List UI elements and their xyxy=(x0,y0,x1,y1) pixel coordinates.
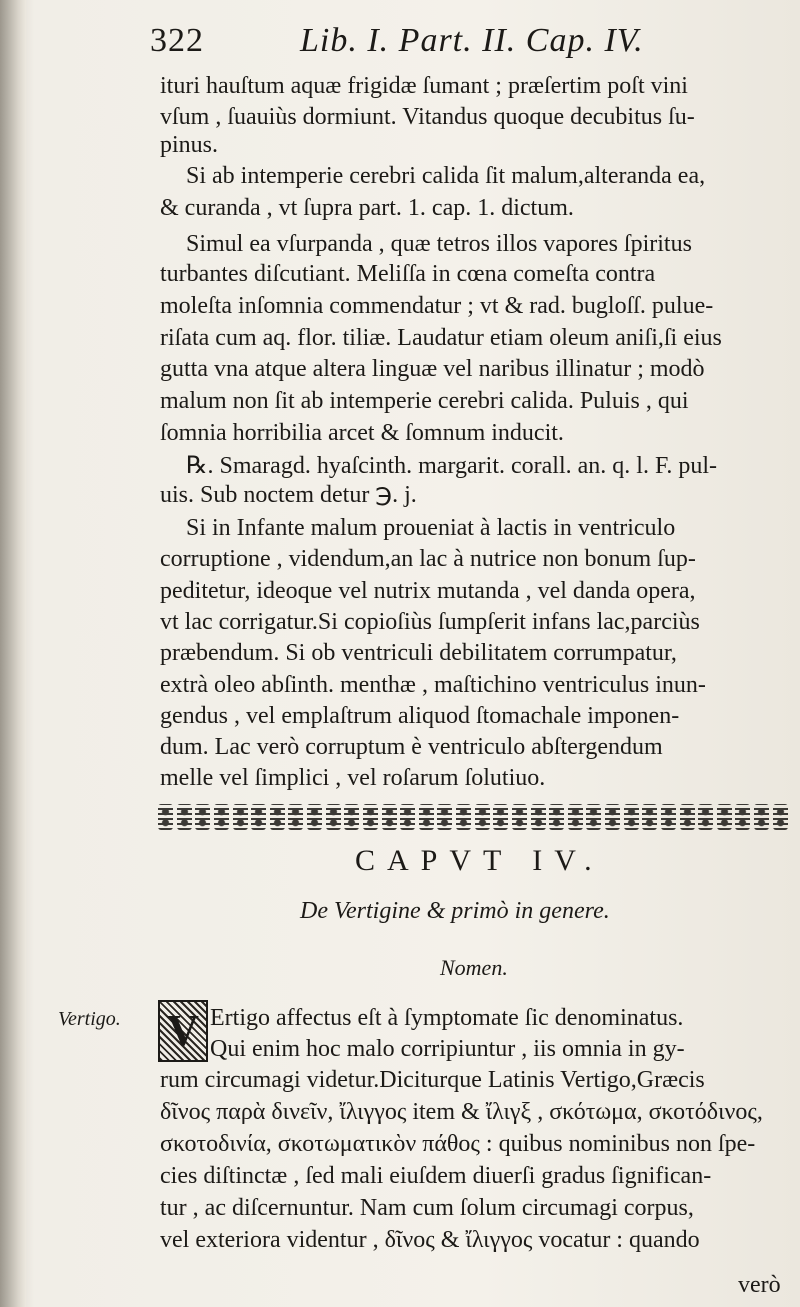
text-line: gutta vna atque altera linguæ vel naribus illinatur ; modò xyxy=(160,356,705,382)
text-line: malum non ſit ab intemperie cerebri calida. Puluis , qui xyxy=(160,388,689,414)
ornament-icon xyxy=(717,804,732,830)
text-line: ſomnia horribilia arcet & ſomnum inducit. xyxy=(160,420,564,446)
ornament-icon xyxy=(549,804,564,830)
text-line: turbantes diſcutiant. Meliſſa in cœna comeſta contra xyxy=(160,261,656,287)
ornament-icon xyxy=(493,804,508,830)
ornament-icon xyxy=(382,804,397,830)
prescription-line: ℞. Smaragd. hyaſcinth. margarit. corall. an. q. l. F. pul- xyxy=(186,453,718,479)
text-line: ituri hauſtum aquæ frigidæ ſumant ; præſertim poſt vini xyxy=(160,73,688,99)
text-line: tur , ac diſcernuntur. Nam cum ſolum circumagi corpus, xyxy=(160,1195,694,1221)
text-line: vt lac corrigatur.Si copioſiùs ſumpſerit infans lac,parciùs xyxy=(160,609,700,635)
ornament-icon xyxy=(288,804,303,830)
ornament-icon xyxy=(437,804,452,830)
ornament-icon xyxy=(475,804,490,830)
text-line: rum circumagi videtur.Diciturque Latinis Vertigo,Græcis xyxy=(160,1067,705,1093)
text-line: Si in Infante malum proueniat à lactis in ventriculo xyxy=(186,515,676,541)
ornament-icon xyxy=(754,804,769,830)
text-line: corruptione , videndum,an lac à nutrice non bonum ſup- xyxy=(160,546,696,572)
ornament-icon xyxy=(624,804,639,830)
ornament-icon xyxy=(307,804,322,830)
text-line: peditetur, ideoque vel nutrix mutanda , vel danda opera, xyxy=(160,578,696,604)
page-number: 322 xyxy=(150,22,204,59)
catchword: verò xyxy=(738,1272,781,1298)
text-line: moleſta inſomnia commendatur ; vt & rad. bugloſſ. pulue- xyxy=(160,293,714,319)
prescription-line: uis. Sub noctem detur ℈. j. xyxy=(160,482,417,508)
running-header xyxy=(150,22,790,68)
text-line: & curanda , vt ſupra part. 1. cap. 1. dictum. xyxy=(160,195,574,221)
greek-text-line: σκοτοδινία, σκοτωματικὸν πάθος : quibus nominibus non ſpe- xyxy=(160,1131,756,1157)
ornament-icon xyxy=(586,804,601,830)
ornament-icon xyxy=(158,804,173,830)
ornament-icon xyxy=(195,804,210,830)
text-line: dum. Lac verò corruptum è ventriculo abſtergendum xyxy=(160,734,663,760)
text-line: pinus. xyxy=(160,132,219,158)
chapter-heading: CAPVT IV. xyxy=(355,844,604,877)
chapter-subtitle: De Vertigine & primò in genere. xyxy=(300,898,610,924)
ornament-icon xyxy=(270,804,285,830)
text-line: cies diſtinctæ , ſed mali eiuſdem diuerſi gradus ſignifican- xyxy=(160,1163,712,1189)
margin-note: Vertigo. xyxy=(58,1008,121,1030)
ornament-icon xyxy=(773,804,788,830)
ornament-icon xyxy=(680,804,695,830)
greek-text-line: δῖνος παρὰ δινεῖν, ἴλιγγος item & ἴλιγξ , σκότωμα, σκοτόδινος, xyxy=(160,1099,763,1125)
ornament-icon xyxy=(531,804,546,830)
ornament-icon xyxy=(735,804,750,830)
ornament-icon xyxy=(568,804,583,830)
ornament-icon xyxy=(400,804,415,830)
text-line: extrà oleo abſinth. menthæ , maſtichino ventriculus inun- xyxy=(160,672,706,698)
ornament-icon xyxy=(642,804,657,830)
ornament-icon xyxy=(251,804,266,830)
text-line: Ertigo affectus eſt à ſymptomate ſic denominatus. xyxy=(210,1005,684,1031)
text-line: vel exteriora videntur , δῖνος & ἴλιγγος vocatur : quando xyxy=(160,1227,700,1253)
text-line: Qui enim hoc malo corripiuntur , iis omnia in gy- xyxy=(210,1036,685,1062)
ornament-icon xyxy=(214,804,229,830)
text-line: riſata cum aq. flor. tiliæ. Laudatur etiam oleum aniſi,ſi eius xyxy=(160,325,722,351)
ornament-icon xyxy=(698,804,713,830)
ornament-icon xyxy=(233,804,248,830)
ornament-icon xyxy=(344,804,359,830)
ornament-icon xyxy=(177,804,192,830)
text-line: melle vel ſimplici , vel roſarum ſolutiuo. xyxy=(160,765,546,791)
running-title: Lib. I. Part. II. Cap. IV. xyxy=(300,22,644,59)
ornament-icon xyxy=(363,804,378,830)
ornament-icon xyxy=(512,804,527,830)
text-line: præbendum. Si ob ventriculi debilitatem corrumpatur, xyxy=(160,640,677,666)
ornament-icon xyxy=(661,804,676,830)
ornament-icon xyxy=(326,804,341,830)
decorated-initial: V xyxy=(158,1000,208,1062)
text-line: Simul ea vſurpanda , quæ tetros illos vapores ſpiritus xyxy=(186,231,692,257)
ornament-icon xyxy=(419,804,434,830)
book-gutter xyxy=(0,0,26,1307)
decorative-ornament-band xyxy=(158,800,788,834)
ornament-icon xyxy=(456,804,471,830)
text-line: vſum , ſuauiùs dormiunt. Vitandus quoque decubitus ſu- xyxy=(160,104,695,130)
text-line: Si ab intemperie cerebri calida ſit malum,alteranda ea, xyxy=(186,163,706,189)
section-heading: Nomen. xyxy=(440,955,508,980)
ornament-icon xyxy=(605,804,620,830)
text-line: gendus , vel emplaſtrum aliquod ſtomachale imponen- xyxy=(160,703,680,729)
